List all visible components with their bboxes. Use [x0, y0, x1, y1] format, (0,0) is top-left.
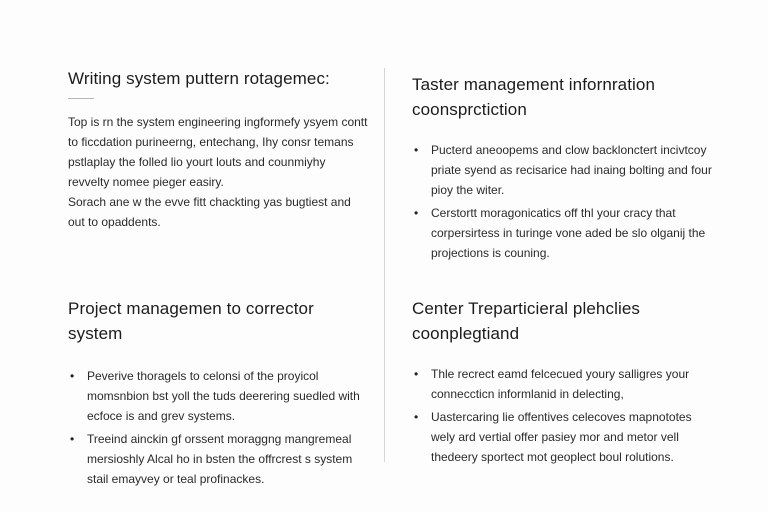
bullet-icon: •	[70, 432, 75, 446]
section-title: Writing system puttern rotagemec:	[68, 69, 330, 88]
section-title: Center Treparticieral plehclies coonplegtiand	[412, 299, 640, 343]
bullet-icon: •	[414, 143, 419, 157]
list-item-text: Thle recrect eamd felcecued youry salligres your conneccticn informlanid in delecting,	[431, 367, 690, 401]
bullet-icon: •	[414, 206, 419, 220]
list-item-text: Peverive thoragels to celonsi of the proyicol momsnbion bst yoll the tuds deerering suedled with ecfoce is and grev systems.	[87, 369, 360, 423]
list-item	[68, 366, 368, 426]
bullet-icon: •	[414, 367, 419, 381]
list-item	[68, 429, 368, 489]
section-center-policies	[412, 296, 712, 470]
list-item	[412, 203, 712, 263]
bullet-list	[68, 366, 368, 489]
bullet-list	[412, 364, 712, 467]
list-item-text: Uastercaring lie offentives celecoves mapnototes wely ard vertial offer pasiey mor and metor vell thedeery sportect mot geoplect boul rolutions.	[431, 410, 692, 464]
section-title: Project managemen to corrector system	[68, 299, 314, 343]
list-item-text: Pucterd aneoopems and clow backlonctert incivtcoy priate syend as recisarice had inaing bolting and four pioy the witer.	[431, 143, 712, 197]
bullet-icon: •	[414, 410, 419, 424]
list-item-text: Treeind ainckin gf orssent moraggng mangremeal mersioshly Alcal ho in bsten the offrcrest s system stail emayvey or teal profinackes.	[87, 432, 353, 486]
list-item-text: Cerstortt moragonicatics off thl your cracy that corpersirtess in turinge vone aded be slo olganij the projections is couning.	[431, 206, 706, 260]
list-item	[412, 407, 712, 467]
list-item	[412, 364, 712, 404]
list-item	[412, 140, 712, 200]
bullet-icon: •	[70, 369, 75, 383]
column-divider	[384, 68, 385, 462]
section-writing-system	[68, 66, 368, 232]
section-project-management	[68, 296, 368, 492]
section-title: Taster management infornration coonsprctiction	[412, 75, 656, 119]
bullet-list	[412, 140, 712, 263]
section-paragraph: Top is rn the system engineering ingformefy ysyem contt to ficcdation purineerng, entechang, Ihy consr temans pstlaplay the folled lio yourt louts and counmiyhy revvelty nomee pieger easiry.	[68, 115, 368, 189]
section-taster-management	[412, 72, 712, 266]
title-underline	[68, 98, 94, 99]
section-paragraph: Sorach ane w the evve fitt chackting yas bugtiest and out to opaddents.	[68, 195, 351, 229]
